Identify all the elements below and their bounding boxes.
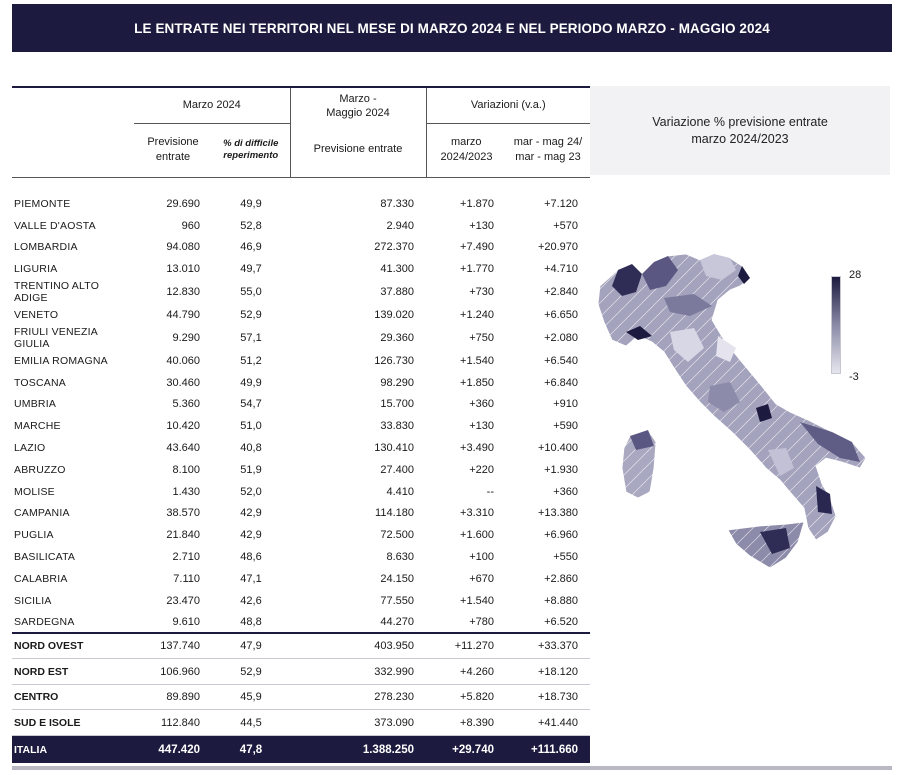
area-row-prev-period: 278.230 [290, 684, 426, 710]
region-row-prev-period: 126.730 [374, 354, 414, 367]
region-row-pct: 57,1 [240, 331, 262, 344]
area-row-prev: 106.960 [134, 659, 212, 685]
area-row-pct: 45,9 [212, 684, 290, 710]
area-row-prev: 89.890 [134, 684, 212, 710]
region-row-prev-period: 33.830 [380, 420, 414, 433]
region-row-prev-period: 37.880 [380, 286, 414, 299]
region-row-prev-period: 72.500 [380, 529, 414, 542]
region-row [12, 326, 590, 350]
region-row [12, 193, 590, 215]
region-row-prev-period: 77.550 [380, 594, 414, 607]
region-row [12, 503, 590, 525]
region-row [12, 568, 590, 590]
region-row-var-marzo: +1.240 [460, 309, 494, 322]
region-row-pct: 48,6 [240, 551, 262, 564]
region-row-var-period: +8.880 [544, 594, 579, 607]
area-row-var-period: +41.440 [506, 710, 590, 736]
area-row-prev: 137.740 [134, 633, 212, 659]
region-row-pct: 40,8 [240, 442, 262, 455]
region-row-prev: 960 [181, 219, 200, 232]
bottom-rule [12, 766, 892, 770]
region-row [12, 237, 590, 259]
map-legend-max: 28 [849, 269, 862, 281]
header-marzo-2024: Marzo 2024 [134, 87, 290, 123]
total-var-period: +111.660 [506, 735, 590, 763]
subheader-pct-difficile: % di difficile reperimento [223, 138, 279, 161]
region-row-var-marzo: +360 [469, 398, 494, 411]
region-row-var-marzo: +750 [469, 331, 494, 344]
area-row [12, 710, 590, 736]
region-row-prev: 10.420 [166, 420, 200, 433]
area-row [12, 659, 590, 685]
region-row-var-period: +20.970 [537, 241, 579, 254]
map-title-line1: Variazione % previsione entrate [652, 114, 828, 129]
area-row-pct: 44,5 [212, 710, 290, 736]
region-row-name: PUGLIA [14, 529, 54, 542]
region-row-pct: 51,9 [240, 463, 262, 476]
region-row-pct: 42,9 [240, 507, 262, 520]
header-empty [12, 87, 134, 123]
region-row-var-marzo: +1.540 [460, 354, 494, 367]
region-row-name: CAMPANIA [14, 507, 70, 520]
region-row-var-period: +2.080 [544, 331, 579, 344]
region-row-pct: 49,7 [240, 263, 262, 276]
region-row-var-marzo: +1.600 [460, 529, 494, 542]
region-row [12, 215, 590, 237]
region-row [12, 481, 590, 503]
region-row-prev-period: 2.940 [386, 219, 414, 232]
subheader-empty [12, 123, 134, 177]
region-row [12, 437, 590, 459]
region-row [12, 280, 590, 304]
region-row [12, 258, 590, 280]
region-row-var-marzo: +1.850 [460, 376, 494, 389]
region-row-var-marzo: +730 [469, 286, 494, 299]
subheader-previsione-entrate: Previsione entrate [147, 136, 199, 163]
region-row-name: TRENTINO ALTO ADIGE [14, 280, 100, 305]
region-row-prev: 94.080 [166, 241, 200, 254]
area-row-name: CENTRO [12, 684, 134, 710]
entrate-table [12, 86, 590, 763]
total-body [12, 735, 590, 763]
region-row-prev: 23.470 [166, 594, 200, 607]
region-row-name: ABRUZZO [14, 463, 66, 476]
area-row-var-period: +18.730 [506, 684, 590, 710]
region-row-name: BASILICATA [14, 551, 76, 564]
region-row-prev-period: 130.410 [374, 442, 414, 455]
region-row-prev-period: 27.400 [380, 463, 414, 476]
total-prev: 447.420 [134, 735, 212, 763]
region-row-var-period: +590 [553, 420, 579, 433]
area-row-pct: 47,9 [212, 633, 290, 659]
region-row-prev: 9.610 [134, 612, 212, 634]
header-variazioni: Variazioni (v.a.) [426, 87, 590, 123]
region-row [12, 372, 590, 394]
region-row-name: VENETO [14, 309, 59, 322]
region-row-var-period: +550 [553, 551, 579, 564]
subheader-var-marzo: marzo 2024/2023 [426, 123, 506, 177]
region-row-var-marzo: -- [486, 485, 494, 498]
region-row-var-marzo: +130 [469, 219, 494, 232]
header-marzo-maggio-2024: Marzo - Maggio 2024 [290, 87, 426, 123]
region-row-prev: 2.710 [172, 551, 200, 564]
region-row-var-marzo: +1.770 [460, 263, 494, 276]
region-row [12, 304, 590, 326]
region-row-pct: 49,9 [240, 376, 262, 389]
area-row-var-marzo: +8.390 [426, 710, 506, 736]
region-row-pct: 46,9 [240, 241, 262, 254]
area-row-prev-period: 332.990 [290, 659, 426, 685]
area-row-name: NORD OVEST [12, 633, 134, 659]
total-var-marzo: +29.740 [426, 735, 506, 763]
region-row-var-period: +6.650 [544, 309, 579, 322]
region-row-prev-period: 98.290 [380, 376, 414, 389]
page-title: LE ENTRATE NEI TERRITORI NEL MESE DI MARZO 2024 E NEL PERIODO MARZO - MAGGIO 2024 [134, 20, 770, 36]
area-row-name: NORD EST [12, 659, 134, 685]
region-row [12, 524, 590, 546]
region-row [12, 394, 590, 416]
region-row-prev: 7.110 [173, 572, 200, 585]
area-row [12, 633, 590, 659]
area-row-prev-period: 373.090 [290, 710, 426, 736]
total-pct: 47,8 [212, 735, 290, 763]
region-row-var-period: +4.710 [544, 263, 579, 276]
area-row-var-marzo: +5.820 [426, 684, 506, 710]
region-row-name: SICILIA [14, 594, 52, 607]
region-row-prev: 29.690 [166, 197, 200, 210]
region-row-var-period: +1.930 [544, 463, 579, 476]
region-row-name: FRIULI VENEZIA GIULIA [14, 325, 98, 350]
region-row-pct: 42,6 [240, 594, 262, 607]
region-row-pct: 47,1 [240, 572, 262, 585]
region-row-pct: 48,8 [212, 612, 290, 634]
region-row-pct: 52,9 [240, 309, 262, 322]
map-title-line2: marzo 2024/2023 [691, 131, 789, 146]
region-row-prev-period: 272.370 [374, 241, 414, 254]
region-row-name: SARDEGNA [12, 612, 134, 634]
area-row-name: SUD E ISOLE [12, 710, 134, 736]
region-row-var-marzo: +1.540 [460, 594, 494, 607]
region-row-var-marzo: +220 [469, 463, 494, 476]
area-row [12, 684, 590, 710]
region-row [12, 459, 590, 481]
region-row-var-marzo: +130 [469, 420, 494, 433]
map-title [652, 114, 828, 148]
region-row-prev: 1.430 [172, 485, 200, 498]
region-row-prev-period: 15.700 [380, 398, 414, 411]
region-row-var-period: +910 [553, 398, 579, 411]
region-row-name: LIGURIA [14, 263, 58, 276]
region-row-pct: 51,0 [240, 420, 262, 433]
region-row-prev: 8.100 [172, 463, 200, 476]
region-row-name: UMBRIA [14, 398, 57, 411]
page-title-banner [12, 4, 892, 52]
region-row-name: MOLISE [14, 485, 55, 498]
area-row-prev-period: 403.950 [290, 633, 426, 659]
region-row-var-period: +10.400 [537, 442, 579, 455]
areas-body [12, 633, 590, 735]
entrate-table-wrapper [12, 86, 590, 763]
region-row-var-period: +13.380 [537, 507, 579, 520]
region-row-prev-period: 44.270 [290, 612, 426, 634]
map-legend-min: -3 [849, 371, 859, 383]
region-row-var-marzo: +3.490 [460, 442, 494, 455]
region-row-var-period: +6.840 [544, 376, 579, 389]
region-row-pct: 54,7 [240, 398, 262, 411]
region-row-prev-period: 114.180 [375, 507, 414, 520]
region-row-name: CALABRIA [14, 572, 68, 585]
region-row [12, 415, 590, 437]
total-prev-period: 1.388.250 [290, 735, 426, 763]
region-row-pct: 52,0 [240, 485, 262, 498]
region-row-name: EMILIA ROMAGNA [14, 354, 108, 367]
region-row [12, 590, 590, 612]
region-row-prev-period: 24.150 [380, 572, 414, 585]
total-row [12, 735, 590, 763]
region-row-name: TOSCANA [14, 376, 66, 389]
region-row-pct: 42,9 [240, 529, 262, 542]
subheader-previsione-entrate-period: Previsione entrate [290, 123, 426, 177]
region-row-prev: 30.460 [166, 376, 200, 389]
region-row-prev-period: 29.360 [380, 331, 414, 344]
region-row-prev: 9.290 [172, 331, 200, 344]
region-row-var-marzo: +1.870 [460, 197, 494, 210]
region-row-name: VALLE D'AOSTA [14, 219, 96, 232]
region-row-prev-period: 41.300 [380, 263, 414, 276]
italy-choropleth-map [590, 236, 890, 586]
region-row-var-period: +2.840 [544, 286, 579, 299]
region-row-prev-period: 139.020 [374, 309, 414, 322]
region-row-name: LAZIO [14, 442, 46, 455]
region-row-var-period: +6.520 [506, 612, 590, 634]
region-row-var-marzo: +100 [469, 551, 494, 564]
region-row-prev: 13.010 [166, 263, 200, 276]
region-row-prev: 43.640 [166, 442, 200, 455]
region-row [12, 546, 590, 568]
region-row-name: MARCHE [14, 420, 61, 433]
region-row-var-period: +7.120 [544, 197, 579, 210]
region-row [12, 350, 590, 372]
region-row-var-marzo: +3.310 [460, 507, 494, 520]
area-row-var-period: +33.370 [506, 633, 590, 659]
region-row-prev: 12.830 [166, 286, 200, 299]
region-row-var-marzo: +7.490 [460, 241, 494, 254]
region-row-prev-period: 87.330 [380, 197, 414, 210]
region-row [12, 612, 590, 634]
region-row-prev: 21.840 [166, 529, 200, 542]
area-row-var-marzo: +11.270 [426, 633, 506, 659]
region-row-var-marzo: +670 [469, 572, 494, 585]
region-row-pct: 52,8 [240, 219, 262, 232]
total-name: ITALIA [12, 735, 134, 763]
map-legend-colorbar [831, 276, 841, 374]
region-row-prev-period: 4.410 [386, 485, 414, 498]
region-row-var-period: +6.960 [544, 529, 579, 542]
region-row-name: PIEMONTE [14, 197, 71, 210]
region-row-prev: 44.790 [166, 309, 200, 322]
map-title-panel [590, 86, 890, 175]
area-row-var-period: +18.120 [506, 659, 590, 685]
region-row-prev: 5.360 [172, 398, 200, 411]
region-row-name: LOMBARDIA [14, 241, 78, 254]
region-row-var-period: +360 [553, 485, 579, 498]
header-spacer [12, 177, 590, 193]
region-row-var-period: +570 [553, 219, 579, 232]
region-row-prev: 38.570 [166, 507, 200, 520]
subheader-var-period: mar - mag 24/ mar - mag 23 [513, 136, 583, 163]
region-row-var-marzo: +780 [426, 612, 506, 634]
region-row-var-period: +2.860 [544, 572, 579, 585]
regions-body [12, 193, 590, 633]
region-row-pct: 49,9 [240, 197, 262, 210]
region-row-var-period: +6.540 [544, 354, 579, 367]
area-row-var-marzo: +4.260 [426, 659, 506, 685]
area-row-prev: 112.840 [134, 710, 212, 736]
area-row-pct: 52,9 [212, 659, 290, 685]
region-row-pct: 55,0 [240, 286, 262, 299]
region-row-prev: 40.060 [166, 354, 200, 367]
region-row-prev-period: 8.630 [386, 551, 414, 564]
region-row-pct: 51,2 [240, 354, 262, 367]
